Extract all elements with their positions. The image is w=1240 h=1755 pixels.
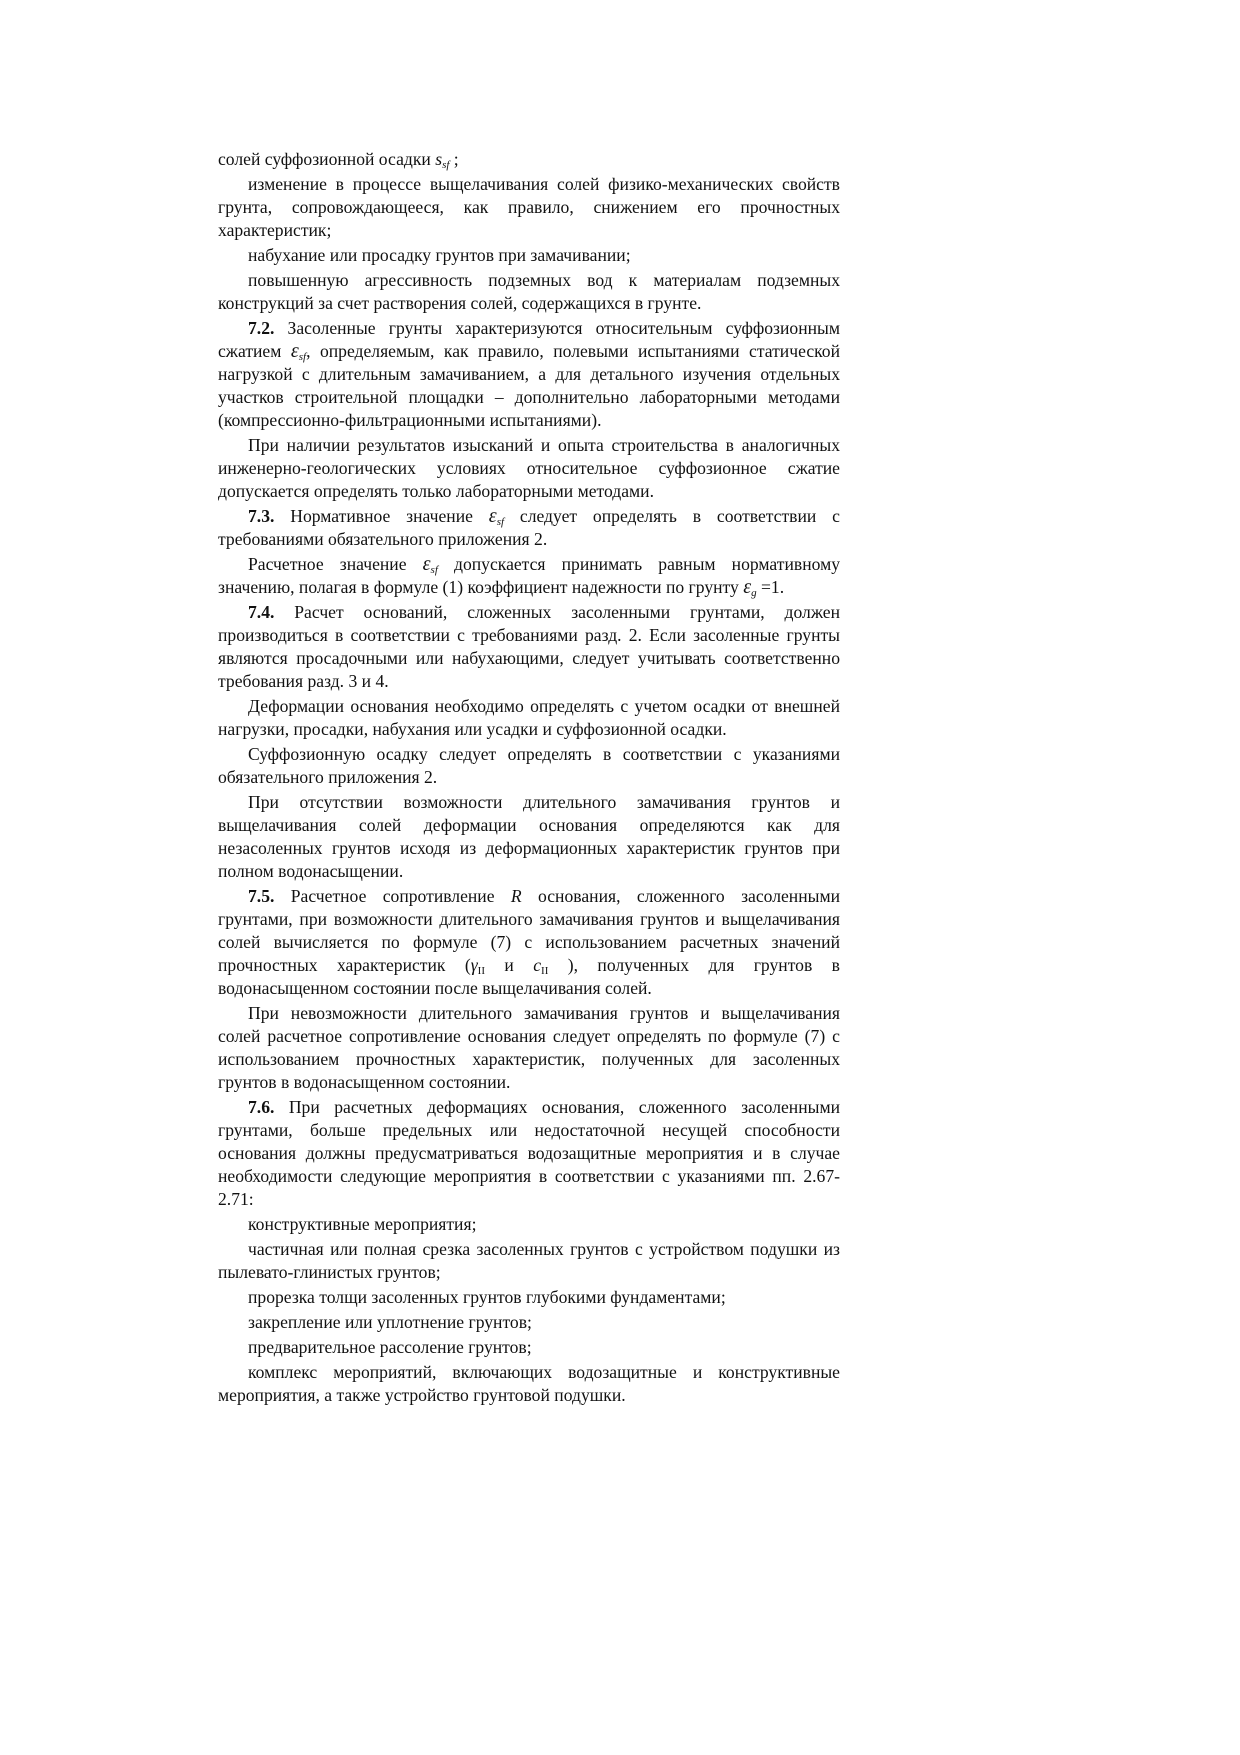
section-number: 7.3. [248, 506, 275, 526]
symbol-s: s [435, 149, 443, 169]
symbol-gamma: γ [470, 955, 478, 975]
symbol-epsilon: ε [422, 553, 431, 575]
paragraph-text: Расчет оснований, сложенных засоленными грунтами, должен производиться в соответствии с требованиями разд. 2. Если засоленные грунты являются просадочными или набухающими, следует учитывать соответственно требования разд. 3 и 4. [218, 602, 840, 691]
list-item-structural-measures: конструктивные мероприятия; [248, 1214, 477, 1234]
subscript-sf: sf [442, 159, 450, 171]
paragraph-section-7-6 [218, 1096, 840, 1211]
symbol-epsilon: ε [290, 340, 299, 362]
paragraph-text-end: =1. [756, 577, 785, 597]
symbol-R: R [510, 886, 522, 906]
paragraph-no-soaking: При отсутствии возможности длительного замачивания грунтов и выщелачивания солей деформации основания определяются как для незасоленных грунтов исходя из деформационных характеристик грунтов при полном водонасыщении. [218, 792, 840, 881]
paragraph-text: солей суффозионной осадки [218, 149, 436, 169]
subscript-II: II [541, 965, 549, 977]
paragraph-text-end: ; [449, 149, 459, 169]
paragraph-section-7-4 [218, 601, 840, 693]
subscript-sf: sf [298, 351, 307, 363]
paragraph-design-value [218, 553, 840, 599]
paragraph-text-end: следует определять в соответствии с требованиями обязательного приложения 2. [218, 506, 840, 549]
section-number: 7.5. [248, 886, 275, 906]
list-item-soil-cutting: частичная или полная срезка засоленных грунтов с устройством подушки из пылевато-глинистых грунтов; [218, 1239, 840, 1282]
list-item-compaction: закрепление или уплотнение грунтов; [248, 1312, 532, 1332]
paragraph-no-soaking-resistance: При невозможности длительного замачивания грунтов и выщелачивания солей расчетное сопротивление основания следует определять по формуле (7) с использованием прочностных характеристик, полученных для засоленных грунтов в водонасыщенном состоянии. [218, 1003, 840, 1092]
section-number: 7.4. [248, 602, 275, 622]
paragraph-text: При расчетных деформациях основания, сложенного засоленными грунтами, больше предельных или недостаточной несущей способности основания должны предусматриваться водозащитные мероприятия и в случае необходимости следующие мероприятия в соответствии с указаниями пп. 2.67-2.71: [218, 1097, 840, 1209]
section-number: 7.2. [248, 318, 275, 338]
paragraph-text-middle: основания, сложенного засоленными грунтами, при возможности длительного замачивания грунтов и выщелачивания солей вычисляется по формуле (7) с использованием расчетных значений прочностных характеристик ( [218, 886, 841, 975]
paragraph-text: Расчетное значение [248, 554, 423, 574]
paragraph-suffosion-settlement: Суффозионную осадку следует определять в соответствии с указаниями обязательного приложения 2. [218, 744, 840, 787]
paragraph-text-end: , определяемым, как правило, полевыми испытаниями статической нагрузкой с длительным замачиванием, а для детального изучения отдельных участков строительной площадки – дополнительно лабораторными методами (компрессионно-фильтрационными испытаниями). [218, 341, 840, 430]
subscript-sf: sf [496, 516, 505, 528]
paragraph-text-and: и [484, 955, 534, 975]
symbol-epsilon: ε [488, 505, 497, 527]
paragraph-change-properties: изменение в процессе выщелачивания солей физико-механических свойств грунта, сопровождающееся, как правило, снижением его прочностных характеристик; [218, 174, 840, 240]
subscript-sf: sf [430, 564, 438, 576]
paragraph-salt-suffosion-settlement [218, 148, 840, 171]
section-number: 7.6. [248, 1097, 275, 1117]
paragraph-lab-methods: При наличии результатов изысканий и опыта строительства в аналогичных инженерно-геологических условиях относительное суффозионное сжатие допускается определять только лабораторными методами. [218, 435, 840, 501]
paragraph-swelling: набухание или просадку грунтов при замачивании; [248, 245, 631, 265]
paragraph-text: Нормативное значение [274, 506, 489, 526]
document-page [218, 148, 840, 1407]
paragraph-text-middle: допускается принимать равным нормативному значению, полагая в формуле (1) коэффициент надежности по грунту [218, 554, 841, 597]
list-item-complex-measures: комплекс мероприятий, включающих водозащитные и конструктивные мероприятия, а также устройство грунтовой подушки. [218, 1362, 840, 1405]
paragraph-section-7-2 [218, 317, 840, 432]
paragraph-text-end: ), полученных для грунтов в водонасыщенном состоянии после выщелачивания солей. [218, 955, 840, 998]
list-item-desalination: предварительное рассоление грунтов; [248, 1337, 532, 1357]
subscript-g: g [751, 587, 757, 599]
subscript-II: II [477, 965, 485, 977]
symbol-epsilon-g: ε [743, 576, 752, 598]
paragraph-text: Расчетное сопротивление [274, 886, 511, 906]
list-item-deep-foundations: прорезка толщи засоленных грунтов глубокими фундаментами; [248, 1287, 726, 1307]
paragraph-deformations: Деформации основания необходимо определять с учетом осадки от внешней нагрузки, просадки, набухания или усадки и суффозионной осадки. [218, 696, 840, 739]
paragraph-section-7-3 [218, 505, 840, 551]
paragraph-section-7-5 [218, 885, 840, 1000]
symbol-c: c [533, 955, 542, 975]
paragraph-aggressiveness: повышенную агрессивность подземных вод к материалам подземных конструкций за счет растворения солей, содержащихся в грунте. [218, 270, 840, 313]
paragraph-text: Засоленные грунты характеризуются относительным суффозионным сжатием [218, 318, 840, 361]
